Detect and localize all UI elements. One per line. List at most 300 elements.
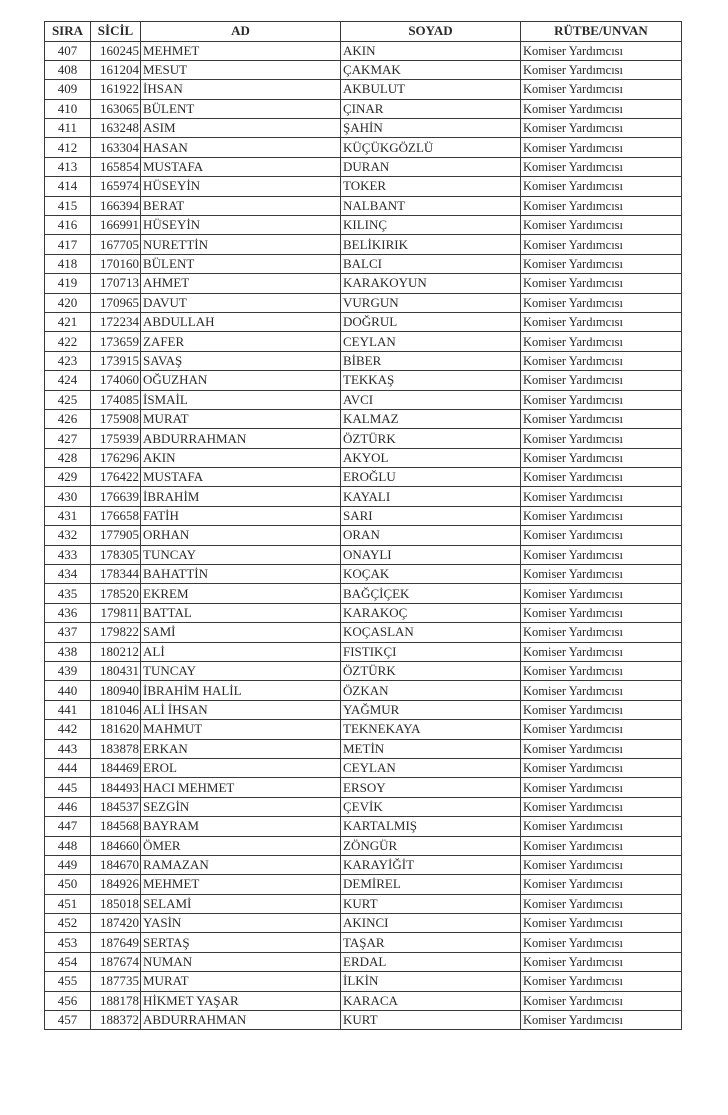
cell-ad: BÜLENT: [141, 254, 341, 273]
cell-sicil: 174085: [91, 390, 141, 409]
header-ad: AD: [141, 22, 341, 42]
cell-ad: İHSAN: [141, 80, 341, 99]
cell-sira: 418: [45, 254, 91, 273]
cell-rutbe-unvan: Komiser Yardımcısı: [521, 662, 682, 681]
cell-soyad: BELİKIRIK: [341, 235, 521, 254]
table-row: [45, 119, 682, 138]
cell-sira: 419: [45, 274, 91, 293]
table-row: [45, 914, 682, 933]
cell-ad: HASAN: [141, 138, 341, 157]
cell-rutbe-unvan: Komiser Yardımcısı: [521, 526, 682, 545]
cell-ad: SELAMİ: [141, 894, 341, 913]
table-row: [45, 235, 682, 254]
cell-ad: İBRAHİM HALİL: [141, 681, 341, 700]
personnel-table: [44, 21, 682, 1030]
cell-rutbe-unvan: Komiser Yardımcısı: [521, 700, 682, 719]
cell-soyad: CEYLAN: [341, 758, 521, 777]
table-row: [45, 99, 682, 118]
cell-sira: 426: [45, 409, 91, 428]
cell-sicil: 184670: [91, 855, 141, 874]
cell-rutbe-unvan: Komiser Yardımcısı: [521, 235, 682, 254]
cell-soyad: EROĞLU: [341, 468, 521, 487]
cell-ad: FATİH: [141, 506, 341, 525]
cell-soyad: KOÇAK: [341, 565, 521, 584]
cell-rutbe-unvan: Komiser Yardımcısı: [521, 972, 682, 991]
table-row: [45, 662, 682, 681]
cell-sira: 443: [45, 739, 91, 758]
cell-sicil: 177905: [91, 526, 141, 545]
table-row: [45, 836, 682, 855]
table-row: [45, 41, 682, 60]
table-row: [45, 817, 682, 836]
cell-sicil: 178520: [91, 584, 141, 603]
cell-sicil: 181046: [91, 700, 141, 719]
cell-sicil: 161922: [91, 80, 141, 99]
cell-sicil: 184493: [91, 778, 141, 797]
cell-rutbe-unvan: Komiser Yardımcısı: [521, 855, 682, 874]
cell-rutbe-unvan: Komiser Yardımcısı: [521, 99, 682, 118]
cell-rutbe-unvan: Komiser Yardımcısı: [521, 914, 682, 933]
cell-ad: ABDULLAH: [141, 312, 341, 331]
table-row: [45, 468, 682, 487]
cell-ad: ABDURRAHMAN: [141, 429, 341, 448]
table-row: [45, 545, 682, 564]
table-row: [45, 293, 682, 312]
cell-ad: BERAT: [141, 196, 341, 215]
cell-sira: 445: [45, 778, 91, 797]
table-row: [45, 409, 682, 428]
cell-sira: 447: [45, 817, 91, 836]
cell-sira: 442: [45, 720, 91, 739]
cell-sira: 423: [45, 351, 91, 370]
table-row: [45, 681, 682, 700]
cell-sicil: 176658: [91, 506, 141, 525]
cell-sira: 415: [45, 196, 91, 215]
table-row: [45, 487, 682, 506]
table-row: [45, 758, 682, 777]
cell-sicil: 178344: [91, 565, 141, 584]
cell-sira: 427: [45, 429, 91, 448]
cell-sira: 412: [45, 138, 91, 157]
cell-sira: 407: [45, 41, 91, 60]
cell-sira: 414: [45, 177, 91, 196]
cell-soyad: ZÖNGÜR: [341, 836, 521, 855]
cell-ad: AKIN: [141, 448, 341, 467]
cell-rutbe-unvan: Komiser Yardımcısı: [521, 952, 682, 971]
cell-ad: DAVUT: [141, 293, 341, 312]
table-row: [45, 972, 682, 991]
cell-ad: ASIM: [141, 119, 341, 138]
table-row: [45, 797, 682, 816]
cell-ad: NUMAN: [141, 952, 341, 971]
table-row: [45, 332, 682, 351]
cell-soyad: DOĞRUL: [341, 312, 521, 331]
cell-sira: 451: [45, 894, 91, 913]
cell-soyad: KILINÇ: [341, 216, 521, 235]
table-row: [45, 506, 682, 525]
cell-sicil: 161204: [91, 60, 141, 79]
cell-soyad: ORAN: [341, 526, 521, 545]
cell-ad: HÜSEYİN: [141, 177, 341, 196]
cell-rutbe-unvan: Komiser Yardımcısı: [521, 584, 682, 603]
table-row: [45, 274, 682, 293]
cell-sira: 441: [45, 700, 91, 719]
cell-soyad: KARAKOÇ: [341, 603, 521, 622]
cell-soyad: AVCI: [341, 390, 521, 409]
cell-sicil: 175939: [91, 429, 141, 448]
cell-sira: 422: [45, 332, 91, 351]
cell-sicil: 176296: [91, 448, 141, 467]
cell-sira: 456: [45, 991, 91, 1010]
cell-sira: 448: [45, 836, 91, 855]
cell-ad: MUSTAFA: [141, 157, 341, 176]
table-row: [45, 80, 682, 99]
cell-soyad: DURAN: [341, 157, 521, 176]
cell-rutbe-unvan: Komiser Yardımcısı: [521, 409, 682, 428]
cell-sicil: 178305: [91, 545, 141, 564]
cell-ad: İSMAİL: [141, 390, 341, 409]
table-body: [45, 41, 682, 1030]
table-row: [45, 700, 682, 719]
cell-sira: 431: [45, 506, 91, 525]
cell-soyad: CEYLAN: [341, 332, 521, 351]
cell-sira: 449: [45, 855, 91, 874]
cell-rutbe-unvan: Komiser Yardımcısı: [521, 623, 682, 642]
cell-rutbe-unvan: Komiser Yardımcısı: [521, 758, 682, 777]
cell-rutbe-unvan: Komiser Yardımcısı: [521, 836, 682, 855]
cell-rutbe-unvan: Komiser Yardımcısı: [521, 720, 682, 739]
table-row: [45, 933, 682, 952]
cell-ad: EROL: [141, 758, 341, 777]
cell-soyad: METİN: [341, 739, 521, 758]
cell-sicil: 180212: [91, 642, 141, 661]
cell-sira: 439: [45, 662, 91, 681]
cell-sira: 454: [45, 952, 91, 971]
cell-sicil: 179811: [91, 603, 141, 622]
table-row: [45, 778, 682, 797]
cell-soyad: AKIN: [341, 41, 521, 60]
cell-sira: 420: [45, 293, 91, 312]
cell-rutbe-unvan: Komiser Yardımcısı: [521, 41, 682, 60]
table-row: [45, 371, 682, 390]
cell-soyad: AKINCI: [341, 914, 521, 933]
cell-rutbe-unvan: Komiser Yardımcısı: [521, 138, 682, 157]
header-sira: SIRA: [45, 22, 91, 42]
table-row: [45, 739, 682, 758]
table-row: [45, 1011, 682, 1030]
cell-rutbe-unvan: Komiser Yardımcısı: [521, 80, 682, 99]
cell-ad: BÜLENT: [141, 99, 341, 118]
cell-soyad: VURGUN: [341, 293, 521, 312]
cell-soyad: FISTIKÇI: [341, 642, 521, 661]
cell-ad: MURAT: [141, 972, 341, 991]
cell-soyad: TEKNEKAYA: [341, 720, 521, 739]
cell-rutbe-unvan: Komiser Yardımcısı: [521, 797, 682, 816]
cell-rutbe-unvan: Komiser Yardımcısı: [521, 894, 682, 913]
cell-ad: BAYRAM: [141, 817, 341, 836]
cell-sicil: 187674: [91, 952, 141, 971]
table-row: [45, 565, 682, 584]
header-sicil: SİCİL: [91, 22, 141, 42]
cell-soyad: KARACA: [341, 991, 521, 1010]
cell-soyad: KURT: [341, 894, 521, 913]
cell-sicil: 184660: [91, 836, 141, 855]
cell-sira: 413: [45, 157, 91, 176]
cell-sira: 446: [45, 797, 91, 816]
cell-sicil: 173659: [91, 332, 141, 351]
cell-rutbe-unvan: Komiser Yardımcısı: [521, 216, 682, 235]
cell-soyad: TOKER: [341, 177, 521, 196]
cell-rutbe-unvan: Komiser Yardımcısı: [521, 196, 682, 215]
cell-ad: TUNCAY: [141, 545, 341, 564]
cell-sicil: 184537: [91, 797, 141, 816]
cell-rutbe-unvan: Komiser Yardımcısı: [521, 545, 682, 564]
table-row: [45, 584, 682, 603]
cell-sira: 425: [45, 390, 91, 409]
cell-rutbe-unvan: Komiser Yardımcısı: [521, 119, 682, 138]
table-row: [45, 312, 682, 331]
cell-soyad: TEKKAŞ: [341, 371, 521, 390]
cell-sira: 421: [45, 312, 91, 331]
table-row: [45, 526, 682, 545]
cell-sicil: 180431: [91, 662, 141, 681]
cell-soyad: NALBANT: [341, 196, 521, 215]
cell-sicil: 170965: [91, 293, 141, 312]
cell-rutbe-unvan: Komiser Yardımcısı: [521, 429, 682, 448]
cell-ad: İBRAHİM: [141, 487, 341, 506]
cell-sicil: 170713: [91, 274, 141, 293]
cell-sicil: 176639: [91, 487, 141, 506]
cell-ad: ALİ İHSAN: [141, 700, 341, 719]
cell-sicil: 165854: [91, 157, 141, 176]
cell-ad: HACI MEHMET: [141, 778, 341, 797]
cell-sira: 438: [45, 642, 91, 661]
table-row: [45, 894, 682, 913]
cell-soyad: KARAKOYUN: [341, 274, 521, 293]
cell-rutbe-unvan: Komiser Yardımcısı: [521, 157, 682, 176]
table-row: [45, 254, 682, 273]
cell-sicil: 187420: [91, 914, 141, 933]
cell-rutbe-unvan: Komiser Yardımcısı: [521, 1011, 682, 1030]
cell-ad: HİKMET YAŞAR: [141, 991, 341, 1010]
cell-sicil: 181620: [91, 720, 141, 739]
cell-sira: 424: [45, 371, 91, 390]
cell-ad: SERTAŞ: [141, 933, 341, 952]
table-row: [45, 196, 682, 215]
cell-sira: 417: [45, 235, 91, 254]
table-row: [45, 603, 682, 622]
cell-sicil: 165974: [91, 177, 141, 196]
cell-soyad: KALMAZ: [341, 409, 521, 428]
cell-sicil: 170160: [91, 254, 141, 273]
cell-sira: 440: [45, 681, 91, 700]
cell-ad: SEZGİN: [141, 797, 341, 816]
cell-rutbe-unvan: Komiser Yardımcısı: [521, 254, 682, 273]
cell-ad: AHMET: [141, 274, 341, 293]
table-row: [45, 720, 682, 739]
cell-sira: 430: [45, 487, 91, 506]
cell-sira: 409: [45, 80, 91, 99]
cell-sicil: 174060: [91, 371, 141, 390]
cell-ad: ABDURRAHMAN: [141, 1011, 341, 1030]
cell-ad: BAHATTİN: [141, 565, 341, 584]
cell-sira: 408: [45, 60, 91, 79]
cell-sicil: 187649: [91, 933, 141, 952]
cell-sira: 452: [45, 914, 91, 933]
cell-ad: ÖMER: [141, 836, 341, 855]
table-row: [45, 351, 682, 370]
cell-sicil: 163248: [91, 119, 141, 138]
table-row: [45, 177, 682, 196]
cell-rutbe-unvan: Komiser Yardımcısı: [521, 642, 682, 661]
cell-soyad: KARAYİĞİT: [341, 855, 521, 874]
table-row: [45, 60, 682, 79]
cell-rutbe-unvan: Komiser Yardımcısı: [521, 312, 682, 331]
cell-sira: 436: [45, 603, 91, 622]
cell-sicil: 185018: [91, 894, 141, 913]
cell-sira: 450: [45, 875, 91, 894]
table-row: [45, 157, 682, 176]
cell-soyad: YAĞMUR: [341, 700, 521, 719]
cell-sicil: 184568: [91, 817, 141, 836]
cell-soyad: SARI: [341, 506, 521, 525]
cell-sicil: 180940: [91, 681, 141, 700]
header-row: [45, 22, 682, 42]
cell-rutbe-unvan: Komiser Yardımcısı: [521, 565, 682, 584]
cell-sira: 444: [45, 758, 91, 777]
cell-soyad: BİBER: [341, 351, 521, 370]
cell-rutbe-unvan: Komiser Yardımcısı: [521, 448, 682, 467]
cell-sira: 428: [45, 448, 91, 467]
cell-ad: MUSTAFA: [141, 468, 341, 487]
cell-soyad: ÇAKMAK: [341, 60, 521, 79]
cell-sira: 437: [45, 623, 91, 642]
cell-ad: ZAFER: [141, 332, 341, 351]
cell-ad: MESUT: [141, 60, 341, 79]
cell-sicil: 167705: [91, 235, 141, 254]
cell-soyad: ÖZTÜRK: [341, 662, 521, 681]
cell-rutbe-unvan: Komiser Yardımcısı: [521, 739, 682, 758]
header-rutbe-unvan: RÜTBE/UNVAN: [521, 22, 682, 42]
cell-soyad: ÇEVİK: [341, 797, 521, 816]
cell-ad: HÜSEYİN: [141, 216, 341, 235]
cell-sicil: 176422: [91, 468, 141, 487]
cell-sicil: 163065: [91, 99, 141, 118]
cell-rutbe-unvan: Komiser Yardımcısı: [521, 351, 682, 370]
cell-sicil: 184926: [91, 875, 141, 894]
cell-rutbe-unvan: Komiser Yardımcısı: [521, 177, 682, 196]
cell-ad: MEHMET: [141, 875, 341, 894]
cell-sira: 433: [45, 545, 91, 564]
cell-rutbe-unvan: Komiser Yardımcısı: [521, 487, 682, 506]
cell-soyad: ONAYLI: [341, 545, 521, 564]
cell-rutbe-unvan: Komiser Yardımcısı: [521, 468, 682, 487]
cell-soyad: ÇINAR: [341, 99, 521, 118]
cell-ad: OĞUZHAN: [141, 371, 341, 390]
cell-soyad: AKYOL: [341, 448, 521, 467]
cell-soyad: BAĞÇİÇEK: [341, 584, 521, 603]
cell-rutbe-unvan: Komiser Yardımcısı: [521, 778, 682, 797]
cell-rutbe-unvan: Komiser Yardımcısı: [521, 991, 682, 1010]
table-row: [45, 429, 682, 448]
cell-rutbe-unvan: Komiser Yardımcısı: [521, 371, 682, 390]
table-header: [45, 22, 682, 42]
cell-soyad: İLKİN: [341, 972, 521, 991]
cell-sicil: 163304: [91, 138, 141, 157]
cell-sicil: 173915: [91, 351, 141, 370]
cell-sira: 435: [45, 584, 91, 603]
cell-ad: ALİ: [141, 642, 341, 661]
cell-ad: TUNCAY: [141, 662, 341, 681]
table-row: [45, 952, 682, 971]
cell-sicil: 160245: [91, 41, 141, 60]
cell-sicil: 184469: [91, 758, 141, 777]
table-row: [45, 623, 682, 642]
cell-sicil: 179822: [91, 623, 141, 642]
cell-soyad: BALCI: [341, 254, 521, 273]
cell-ad: BATTAL: [141, 603, 341, 622]
table-row: [45, 855, 682, 874]
cell-sicil: 183878: [91, 739, 141, 758]
cell-rutbe-unvan: Komiser Yardımcısı: [521, 817, 682, 836]
table-row: [45, 216, 682, 235]
cell-ad: MEHMET: [141, 41, 341, 60]
cell-rutbe-unvan: Komiser Yardımcısı: [521, 506, 682, 525]
cell-sira: 410: [45, 99, 91, 118]
cell-ad: YASİN: [141, 914, 341, 933]
cell-soyad: ŞAHİN: [341, 119, 521, 138]
cell-ad: NURETTİN: [141, 235, 341, 254]
cell-soyad: KARTALMIŞ: [341, 817, 521, 836]
cell-ad: MAHMUT: [141, 720, 341, 739]
cell-soyad: KURT: [341, 1011, 521, 1030]
table-row: [45, 991, 682, 1010]
cell-soyad: ÖZTÜRK: [341, 429, 521, 448]
cell-ad: ERKAN: [141, 739, 341, 758]
cell-ad: MURAT: [141, 409, 341, 428]
cell-soyad: AKBULUT: [341, 80, 521, 99]
cell-soyad: KÜÇÜKGÖZLÜ: [341, 138, 521, 157]
cell-rutbe-unvan: Komiser Yardımcısı: [521, 293, 682, 312]
cell-soyad: TAŞAR: [341, 933, 521, 952]
cell-sicil: 172234: [91, 312, 141, 331]
cell-sira: 457: [45, 1011, 91, 1030]
cell-ad: RAMAZAN: [141, 855, 341, 874]
cell-rutbe-unvan: Komiser Yardımcısı: [521, 933, 682, 952]
cell-rutbe-unvan: Komiser Yardımcısı: [521, 390, 682, 409]
cell-rutbe-unvan: Komiser Yardımcısı: [521, 332, 682, 351]
cell-soyad: KOÇASLAN: [341, 623, 521, 642]
cell-rutbe-unvan: Komiser Yardımcısı: [521, 60, 682, 79]
cell-sicil: 187735: [91, 972, 141, 991]
table-row: [45, 390, 682, 409]
cell-sira: 455: [45, 972, 91, 991]
header-soyad: SOYAD: [341, 22, 521, 42]
cell-rutbe-unvan: Komiser Yardımcısı: [521, 681, 682, 700]
cell-ad: SAVAŞ: [141, 351, 341, 370]
table-row: [45, 448, 682, 467]
cell-sira: 416: [45, 216, 91, 235]
cell-sicil: 166394: [91, 196, 141, 215]
cell-rutbe-unvan: Komiser Yardımcısı: [521, 603, 682, 622]
cell-soyad: ERSOY: [341, 778, 521, 797]
cell-ad: EKREM: [141, 584, 341, 603]
cell-rutbe-unvan: Komiser Yardımcısı: [521, 875, 682, 894]
cell-sicil: 166991: [91, 216, 141, 235]
table-row: [45, 642, 682, 661]
cell-sira: 432: [45, 526, 91, 545]
cell-sira: 434: [45, 565, 91, 584]
